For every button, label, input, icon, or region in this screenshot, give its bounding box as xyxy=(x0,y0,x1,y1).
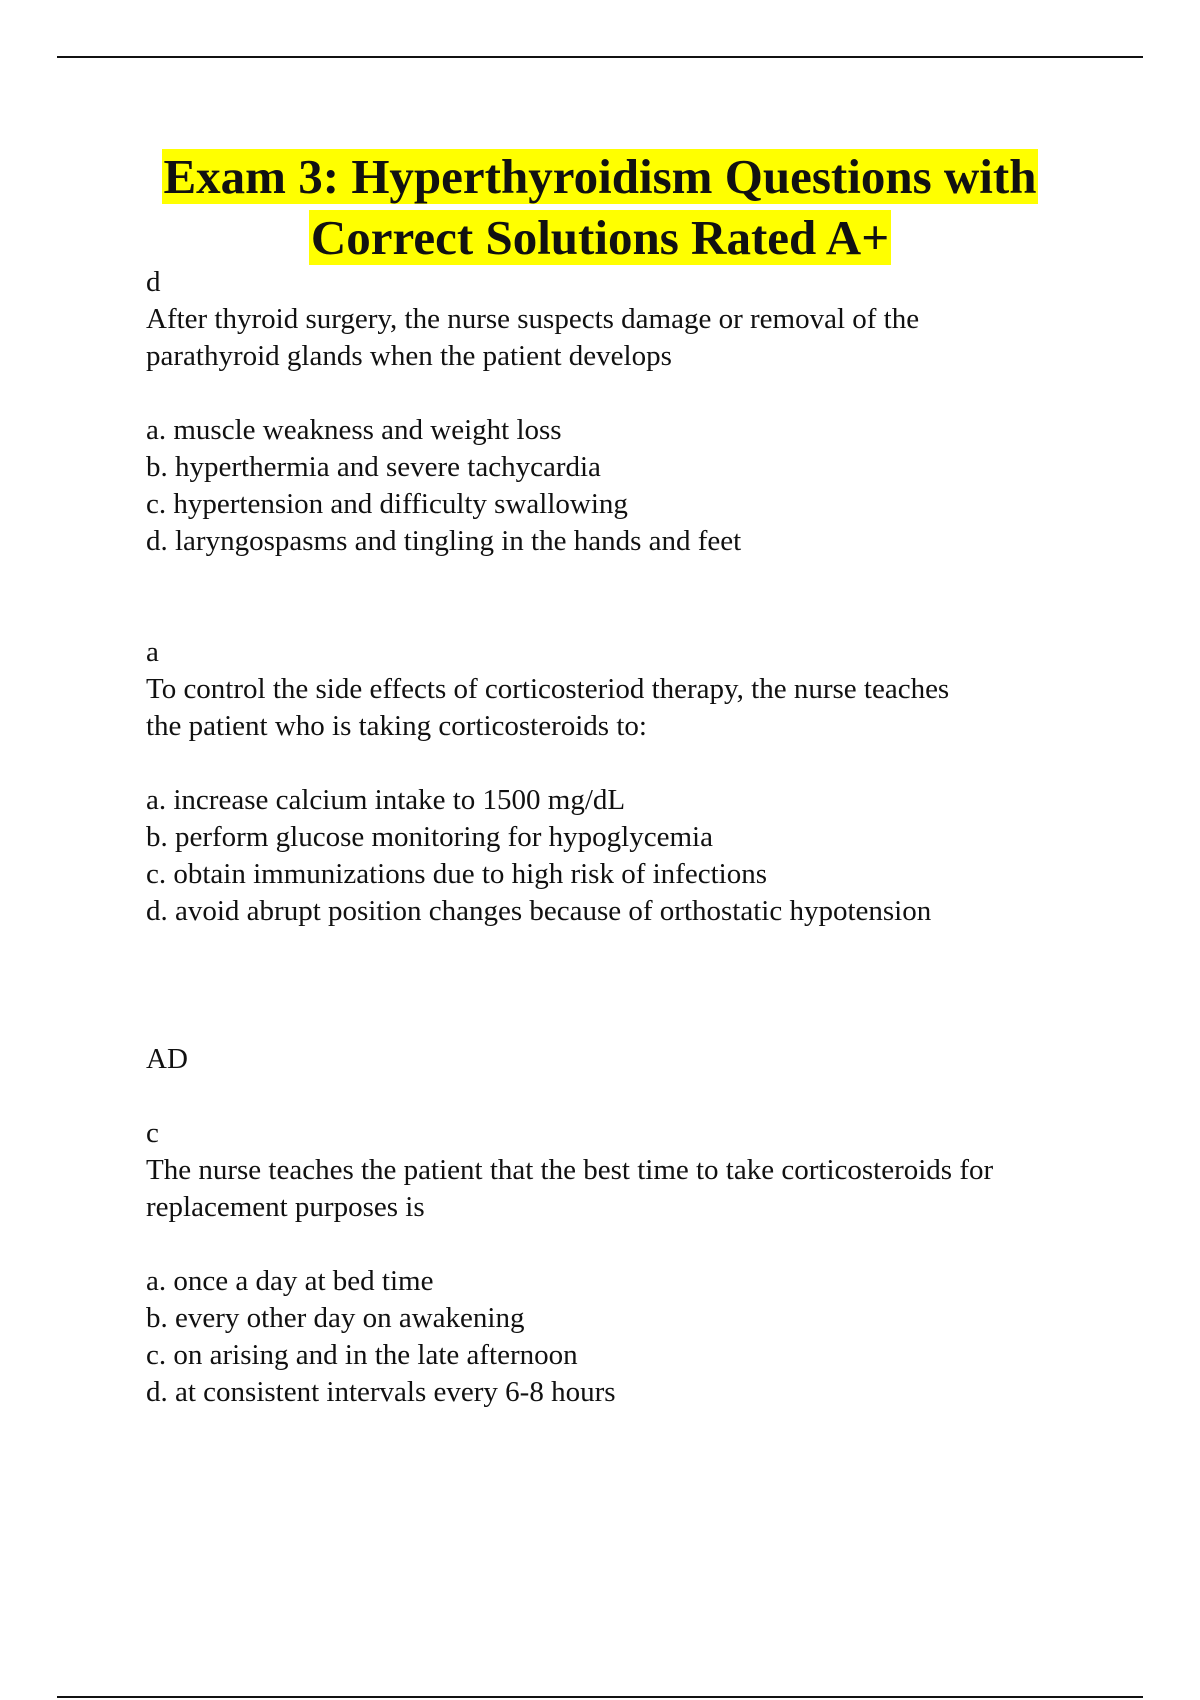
answer-option: c. hypertension and difficulty swallowing xyxy=(146,488,628,520)
top-rule xyxy=(57,56,1143,58)
question-block-3 xyxy=(146,1115,1106,1411)
question-stem-line: The nurse teaches the patient that the best time to take corticosteroids for xyxy=(146,1154,994,1186)
answer-option: c. on arising and in the late afternoon xyxy=(146,1339,578,1371)
question-stem-line: parathyroid glands when the patient develops xyxy=(146,340,672,372)
standalone-note: AD xyxy=(146,1043,188,1075)
answer-option: d. laryngospasms and tingling in the hands and feet xyxy=(146,525,742,557)
title-line-1: Exam 3: Hyperthyroidism Questions with xyxy=(163,149,1037,204)
answer-option: c. obtain immunizations due to high risk of infections xyxy=(146,858,767,890)
question-block-2 xyxy=(146,634,1106,930)
question-stem-line: the patient who is taking corticosteroids to: xyxy=(146,710,647,742)
answer-option: a. increase calcium intake to 1500 mg/dL xyxy=(146,784,626,816)
answer-option: b. every other day on awakening xyxy=(146,1302,525,1334)
questions-body xyxy=(146,264,1106,1411)
question-stem-line: replacement purposes is xyxy=(146,1191,425,1223)
title-line-2: Correct Solutions Rated A+ xyxy=(310,210,890,265)
question-block-1 xyxy=(146,264,1106,560)
answer-key: a xyxy=(146,636,159,668)
page-title xyxy=(0,146,1200,268)
question-stem-line: To control the side effects of corticosteriod therapy, the nurse teaches xyxy=(146,673,950,705)
answer-option: d. avoid abrupt position changes because of orthostatic hypotension xyxy=(146,895,932,927)
answer-key: d xyxy=(146,266,161,298)
answer-key: c xyxy=(146,1117,159,1149)
question-stem-line: After thyroid surgery, the nurse suspects damage or removal of the xyxy=(146,303,920,335)
answer-option: b. perform glucose monitoring for hypoglycemia xyxy=(146,821,713,853)
answer-option: d. at consistent intervals every 6-8 hours xyxy=(146,1376,616,1408)
answer-option: b. hyperthermia and severe tachycardia xyxy=(146,451,601,483)
bottom-rule xyxy=(57,1696,1143,1698)
answer-option: a. muscle weakness and weight loss xyxy=(146,414,562,446)
answer-option: a. once a day at bed time xyxy=(146,1265,434,1297)
